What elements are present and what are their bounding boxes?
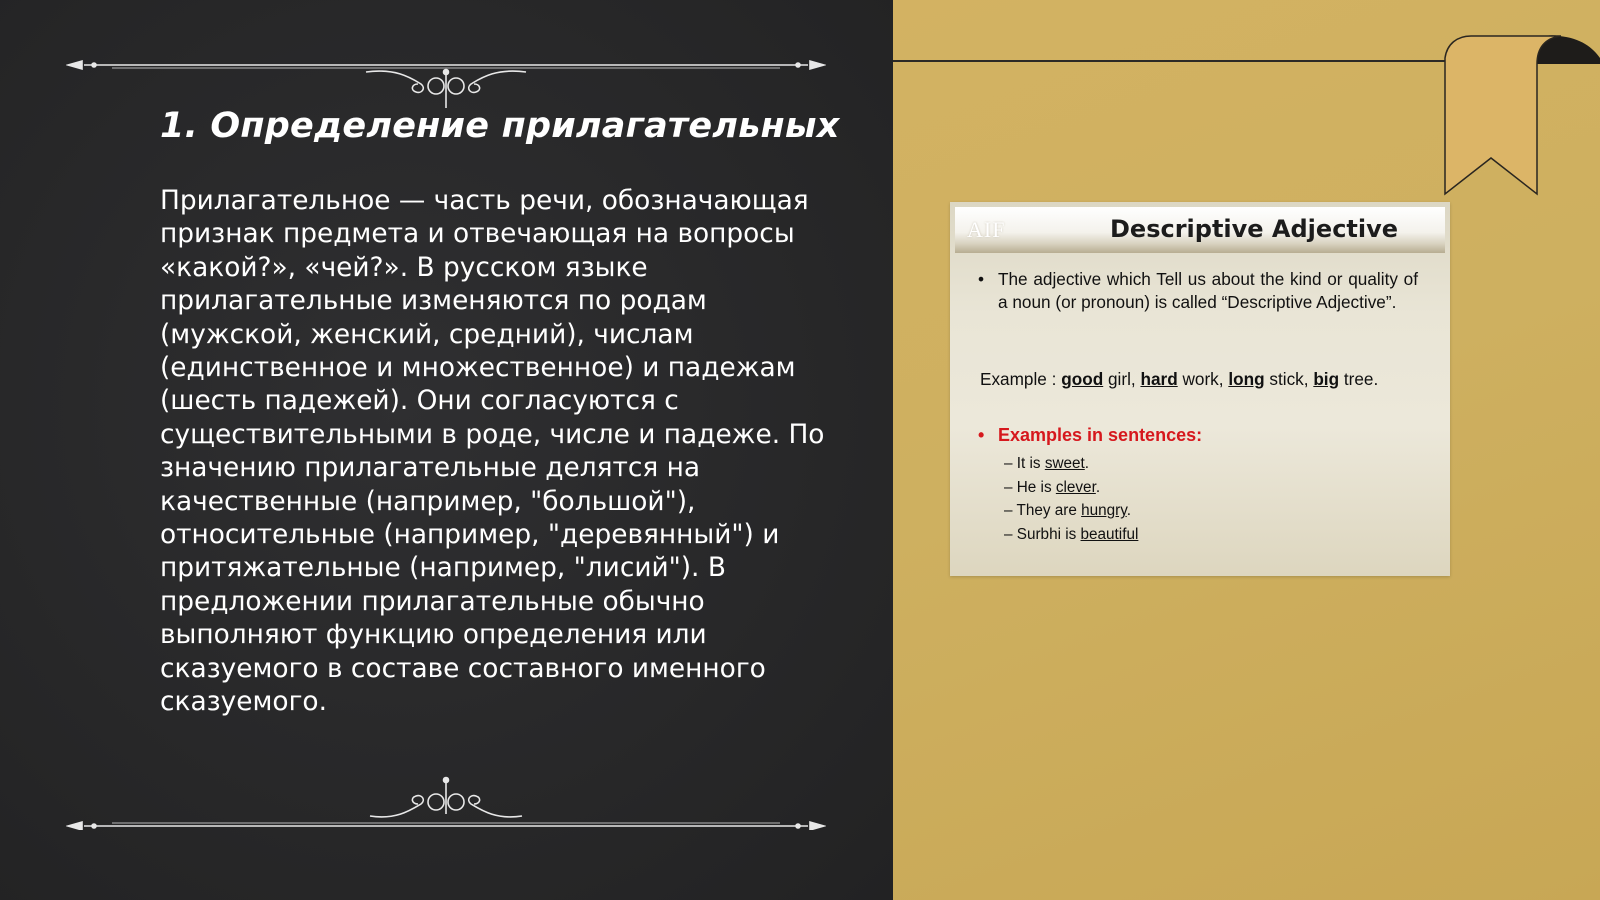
bullet-dot: • — [978, 269, 985, 289]
example-prefix: Example : — [980, 369, 1062, 389]
example-rest: work, — [1177, 369, 1229, 389]
sentence-item — [1004, 499, 1138, 523]
sentence-adjective: clever — [1055, 478, 1096, 496]
sentence-prefix: – They are — [1004, 502, 1082, 520]
card-header — [955, 207, 1445, 253]
examples-heading-text: Examples in sentences: — [998, 425, 1203, 445]
sentence-suffix: . — [1126, 502, 1131, 520]
example-rest: girl, — [1103, 369, 1141, 389]
slide-title: 1. Определение прилагательных — [160, 106, 840, 146]
card-example-line — [980, 369, 1378, 390]
example-word: good — [1061, 369, 1104, 389]
sentence-item — [1004, 452, 1138, 476]
sentence-suffix: . — [1084, 455, 1090, 472]
bookmark-ribbon-icon — [1433, 34, 1600, 204]
card-logo: AIF — [967, 217, 1006, 242]
example-word: big — [1313, 369, 1340, 389]
sentence-prefix: – Surbhi is — [1004, 525, 1081, 543]
ornament-divider-bottom-icon — [66, 770, 826, 830]
bullet-dot: • — [978, 425, 985, 445]
card-definition — [978, 268, 1418, 313]
sentence-suffix: . — [1095, 478, 1101, 496]
definition-text: The adjective which Tell us about the kind or quality of a noun (or pronoun) is called “Descriptive Adjective”. — [998, 269, 1418, 312]
sentence-adjective: hungry — [1081, 502, 1127, 520]
descriptive-adjective-image — [950, 202, 1450, 576]
example-rest: tree. — [1339, 369, 1379, 389]
sentence-list — [1004, 452, 1138, 546]
example-rest: stick, — [1264, 369, 1314, 389]
sentence-prefix: – He is — [1004, 478, 1056, 496]
example-word: long — [1228, 369, 1265, 389]
sentence-prefix: – It is — [1004, 455, 1045, 472]
examples-heading — [978, 425, 1202, 446]
sentence-adjective: sweet — [1044, 455, 1085, 472]
sentence-item — [1004, 523, 1138, 547]
sentence-item — [1004, 476, 1138, 500]
card-title: Descriptive Adjective — [1110, 215, 1399, 243]
example-word: hard — [1140, 369, 1178, 389]
body-paragraph: Прилагательное — часть речи, обозначающая признак предмета и отвечающая на вопросы «какой?», «чей?». В русском языке прилагательные изменяются по родам (мужской, женский, средний), числам (единственное и множественное) и падежам (шесть падежей). Они согласуются с существительными в роде, числе и падеже. По значению прилагательные делятся на качественные (например, "большой"), относительные (например, "деревянный") и притяжательные (например, "лисий"). В предложении прилагательные обычно выполняют функцию определения или сказуемого в составе составного именного сказуемого. — [160, 185, 825, 718]
ornament-divider-top-icon — [66, 50, 826, 110]
sentence-adjective: beautiful — [1080, 525, 1139, 543]
